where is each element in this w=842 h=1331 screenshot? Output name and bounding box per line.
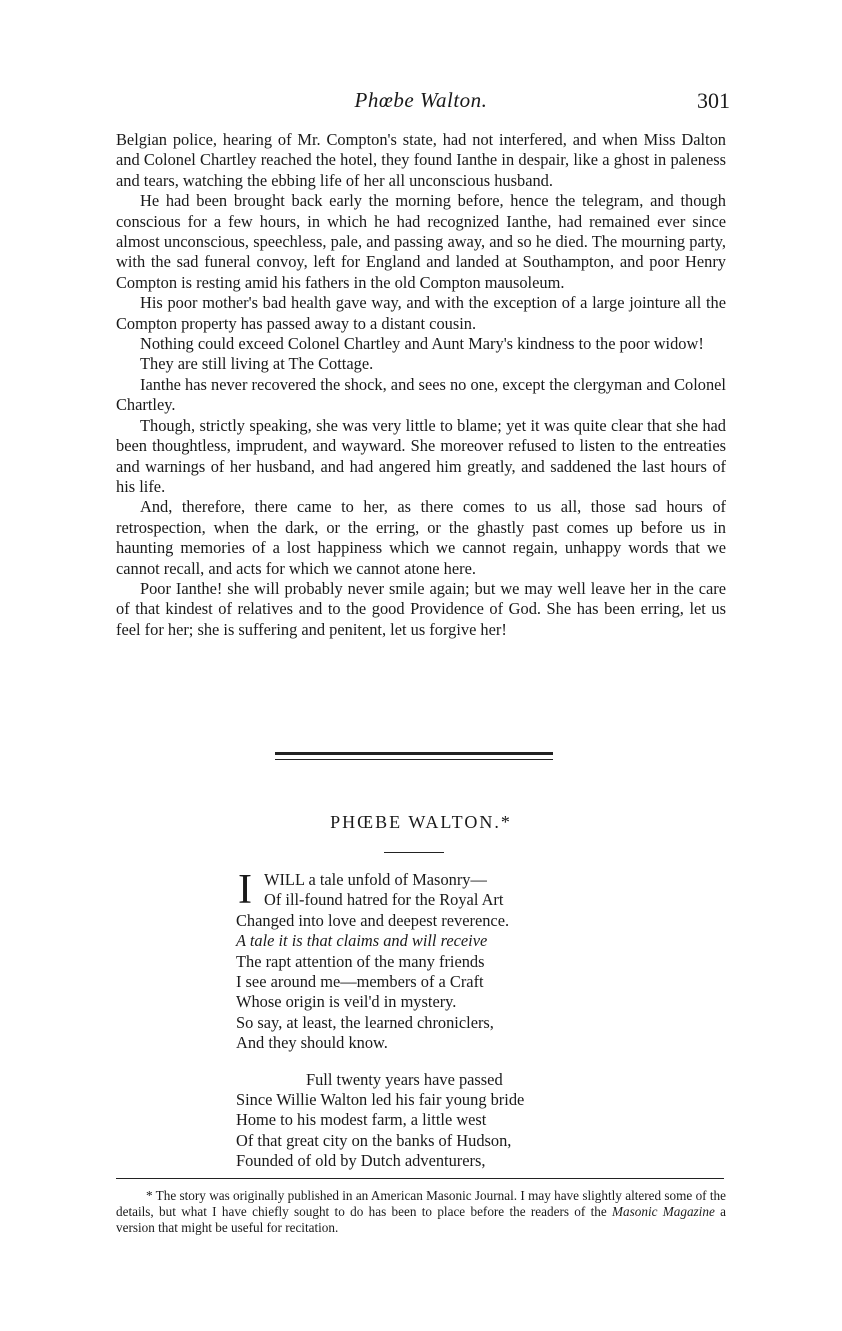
poem-line: Of ill-found hatred for the Royal Art <box>264 890 504 910</box>
footnote-italic: Masonic Magazine <box>612 1204 715 1219</box>
paragraph: Ianthe has never recovered the shock, and sees no one, except the clergyman and Colonel Chartley. <box>116 374 726 415</box>
poem-line-text: WILL a tale unfold of Masonry— <box>264 870 487 889</box>
running-head <box>0 88 842 118</box>
prose-body <box>116 130 726 640</box>
paragraph: Belgian police, hearing of Mr. Compton's state, had not interfered, and when Miss Dalton and Colonel Chartley reached the hotel, they found Ianthe in despair, like a ghost in paleness and tears, watching the ebbing life of her all unconscious husband. <box>116 130 726 190</box>
poem-line: Of that great city on the banks of Hudson, <box>236 1130 512 1150</box>
stanza-break <box>236 1054 656 1070</box>
footnote-part: a version that might be useful for recitation. <box>116 1204 726 1235</box>
poem-line: Whose origin is veil'd in mystery. <box>236 992 457 1012</box>
footnote <box>116 1188 726 1236</box>
poem-line: A tale it is that claims and will receive <box>236 931 488 951</box>
poem-title: PHŒBE WALTON.* <box>330 812 512 832</box>
footnote-part: * The story was originally published in an American Masonic Journal. I may have slightly altered some of the details, but what I have chiefly sought to do has been to place before the readers of the <box>116 1188 726 1219</box>
paragraph: He had been brought back early the morning before, hence the telegram, and though conscious for a few hours, in which he had recognized Ianthe, had remained ever since almost unconscious, speechless, pale, and passing away, and so he died. The mourning party, with the sad funeral convoy, left for England and landed at Southampton, and poor Henry Compton is resting amid his fathers in the old Compton mausoleum. <box>116 191 726 292</box>
poem-line: Full twenty years have passed <box>306 1069 503 1089</box>
poem-line: Founded of old by Dutch adventurers, <box>236 1151 486 1171</box>
title-rule <box>384 852 444 853</box>
poem-line: So say, at least, the learned chroniclers, <box>236 1012 494 1032</box>
paragraph: His poor mother's bad health gave way, and with the exception of a large jointure all the Compton property has passed away to a distant cousin. <box>116 293 726 333</box>
paragraph: Poor Ianthe! she will probably never smile again; but we may well leave her in the care of that kindest of relatives and to the good Providence of God. She has been erring, let us feel for her; she is suffering and penitent, let us forgive her! <box>116 578 726 639</box>
poem-line: Since Willie Walton led his fair young bride <box>236 1090 525 1110</box>
paragraph: Nothing could exceed Colonel Chartley and Aunt Mary's kindness to the poor widow! <box>140 334 704 354</box>
page-number: 301 <box>697 88 730 113</box>
footnote-text <box>116 1188 726 1236</box>
paragraph: They are still living at The Cottage. <box>140 354 374 374</box>
drop-cap: I <box>238 867 252 913</box>
paragraph: Though, strictly speaking, she was very little to blame; yet it was quite clear that she had been thoughtless, imprudent, and wayward. She moreover refused to listen to the entreaties and warnings of her husband, and had angered him greatly, and saddened the last hours of his life. <box>116 415 726 496</box>
running-title: Phœbe Walton. <box>354 88 488 112</box>
poem-line: And they should know. <box>236 1033 388 1053</box>
section-divider <box>275 752 553 760</box>
poem-line: The rapt attention of the many friends <box>236 951 485 971</box>
footnote-rule <box>116 1178 724 1179</box>
poem-line: Changed into love and deepest reverence. <box>236 910 510 930</box>
poem-line: I see around me—members of a Craft <box>236 972 484 992</box>
paragraph: And, therefore, there came to her, as there comes to us all, those sad hours of retrospection, when the dark, or the erring, or the ghastly past comes up before us in haunting memories of a lost happiness which we cannot regain, unhappy words that we cannot recall, and acts for which we cannot atone here. <box>116 497 726 578</box>
poem <box>236 867 656 1172</box>
poem-line: Home to his modest farm, a little west <box>236 1110 487 1130</box>
